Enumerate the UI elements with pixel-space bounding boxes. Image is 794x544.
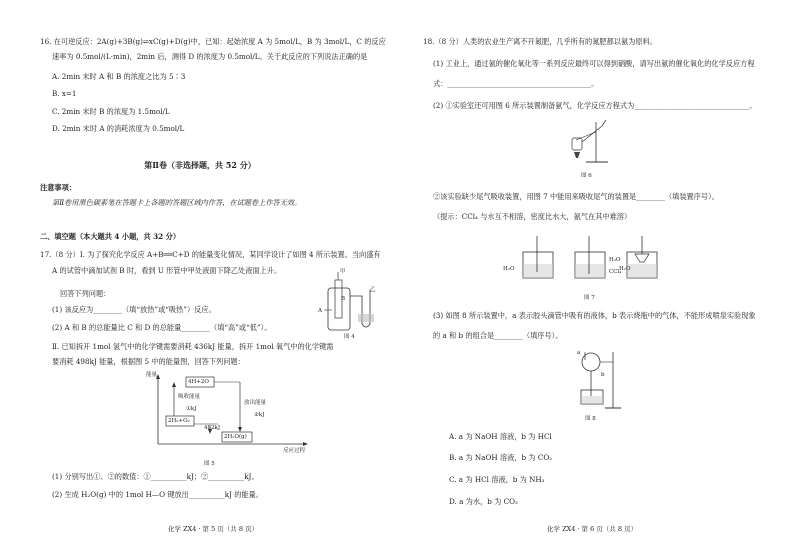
q16-option-b: B. x=1: [52, 89, 77, 98]
q17-line1: 17.（8 分）Ⅰ. 为了探究化学反应 A+B══C+D 的能量变化情况，某同学设计了如图 4 所示装置。当向盛有: [40, 250, 381, 259]
fig7-ccl4: CCl₄: [609, 269, 622, 275]
figure-5-energy-diagram: [148, 374, 308, 454]
q18-option-b: B. a 为 NaOH 溶液，b 为 CO₂: [449, 453, 553, 462]
fig5-delta: 482kJ: [204, 425, 221, 431]
right-footer: 化学 ZX4 · 第 6 页（共 8 页）: [547, 525, 638, 533]
left-footer: 化学 ZX4 · 第 5 页（共 8 页）: [168, 525, 259, 533]
fig5-box-low: 2H₂O(g): [224, 434, 247, 440]
q18-option-a: A. a 为 NaOH 溶液，b 为 HCl: [449, 432, 552, 441]
q18-sub3-line2: 的 a 和 b 的组合是________（填序号）。: [433, 331, 563, 340]
fig5-release: 放出能量: [244, 400, 267, 406]
notes-title: 注意事项：: [40, 183, 76, 192]
fig7-h2o-right2: H₂O: [619, 266, 631, 272]
figure-7-apparatus: [509, 236, 669, 288]
q17-prompt: 回答下列问题：: [60, 289, 111, 298]
fig8-label-a: a: [577, 350, 581, 356]
q17-sub1: (1) 该反应为________（填“放热”或“吸热”）反应。: [52, 305, 216, 314]
fig7-h2o-right1: H₂O: [609, 257, 621, 263]
q17-sub2: (2) A 和 B 的总能量比 C 和 D 的总能量________（填“高”或“低”）。: [52, 323, 272, 332]
fig5-box-top: 4H+2O: [188, 379, 209, 385]
fig7-caption: 图 7: [584, 295, 595, 301]
fig5-absorb: 吸收能量: [178, 394, 201, 400]
q18-hint: （提示：CCl₄ 与水互不相溶，密度比水大，氨气在其中难溶）: [433, 212, 632, 221]
q18-sub2b: ②该实验缺少尾气吸收装置，用图 7 中能用来吸收尾气的装置是________（填装置序号）。: [433, 192, 719, 201]
right-page: [397, 0, 794, 544]
fig4-label-yi: 乙: [370, 287, 376, 293]
fig7-h2o-left: H₂O: [503, 266, 515, 272]
q18-line1: 18.（8 分）人类的农业生产离不开氮肥，几乎所有的氮肥都以氨为原料。: [423, 37, 657, 46]
fig8-caption: 图 8: [585, 416, 596, 422]
fig5-y-label: 能量: [146, 372, 158, 378]
fig6-caption: 图 6: [581, 173, 592, 179]
part-title: 二、填空题（本大题共 4 小题，共 32 分）: [40, 232, 181, 241]
q17-part2-line2: 要消耗 498kJ 能量，根据图 5 中的能量图，回答下列问题：: [52, 357, 245, 366]
q18-sub3-line1: (3) 如图 8 所示装置中，a 表示胶头滴管中吸有的液体，b 表示烧瓶中的气体，不能形成喷泉实验现象: [433, 311, 756, 320]
q17-part2-line1: Ⅱ. 已知拆开 1mol 氢气中的化学键需要消耗 436kJ 能量，拆开 1mol 氧气中的化学键需: [52, 342, 334, 351]
q17-sub4: (2) 生成 H₂O(g) 中的 1mol H—O 键放出__________kJ 的能量。: [52, 490, 264, 499]
q18-option-c: C. a 为 HCl 溶液，b 为 NH₃: [449, 475, 545, 484]
fig4-label-b: B: [341, 296, 346, 302]
q18-sub1-line2: 式：________________________________________。: [433, 79, 599, 88]
fig8-label-b: b: [601, 372, 605, 378]
q17-line2: A 的试管中滴加试剂 B 时，看到 U 形管中甲处液面下降乙处液面上升。: [52, 266, 282, 275]
q17-sub3: (1) 分别写出①、②的数值：①__________kJ；②__________kJ。: [52, 472, 259, 481]
fig4-label-a: A: [318, 308, 322, 314]
fig4-label-jia: 甲: [340, 269, 346, 275]
q18-sub1-line1: (1) 工业上，通过氨的催化氧化等一系列反应最终可以得到硝酸，请写出氨的催化氧化的化学反应方程: [433, 59, 755, 68]
notes-body: 第Ⅱ卷用黑色碳素笔在答题卡上各题的答题区域内作答，在试题卷上作答无效。: [52, 198, 302, 207]
fig5-release-val: ②kJ: [254, 412, 265, 418]
q18-option-d: D. a 为水，b 为 CO₂: [449, 497, 518, 506]
q16-option-d: D. 2min 末时 A 的消耗浓度为 0.5mol/L: [52, 124, 185, 133]
fig5-x-label: 反应过程: [283, 448, 306, 454]
fig5-box-mid: 2H₂+O₂: [168, 418, 190, 424]
q18-sub2: (2) ①实验室还可用图 6 所示装置制备氨气，化学反应方程式为________________________________。: [433, 101, 757, 110]
fig5-caption: 图 5: [204, 461, 215, 467]
fig5-absorb-val: ①kJ: [186, 406, 197, 412]
q16-option-a: A. 2min 末时 A 和 B 的浓度之比为 5∶3: [52, 72, 186, 81]
fig4-caption: 图 4: [344, 334, 355, 340]
figure-6-apparatus: [562, 118, 612, 166]
section-title: 第Ⅱ卷（非选择题，共 52 分）: [144, 160, 256, 170]
q16-stem-line2: 速率为 0.5mol/(L·min)，2min 后，测得 D 的浓度为 0.5mol/L。关于此反应的下列说法正确的是: [52, 52, 368, 61]
q16-stem-line1: 16. 在可逆反应：2A(g)+3B(g)⇌xC(g)+D(g)中，已知：起始浓度 A 为 5mol/L，B 为 3mol/L，C 的反应: [40, 37, 386, 46]
figure-8-fountain-apparatus: [573, 350, 623, 410]
q16-option-c: C. 2min 末时 B 的浓度为 1.5mol/L: [52, 107, 170, 116]
